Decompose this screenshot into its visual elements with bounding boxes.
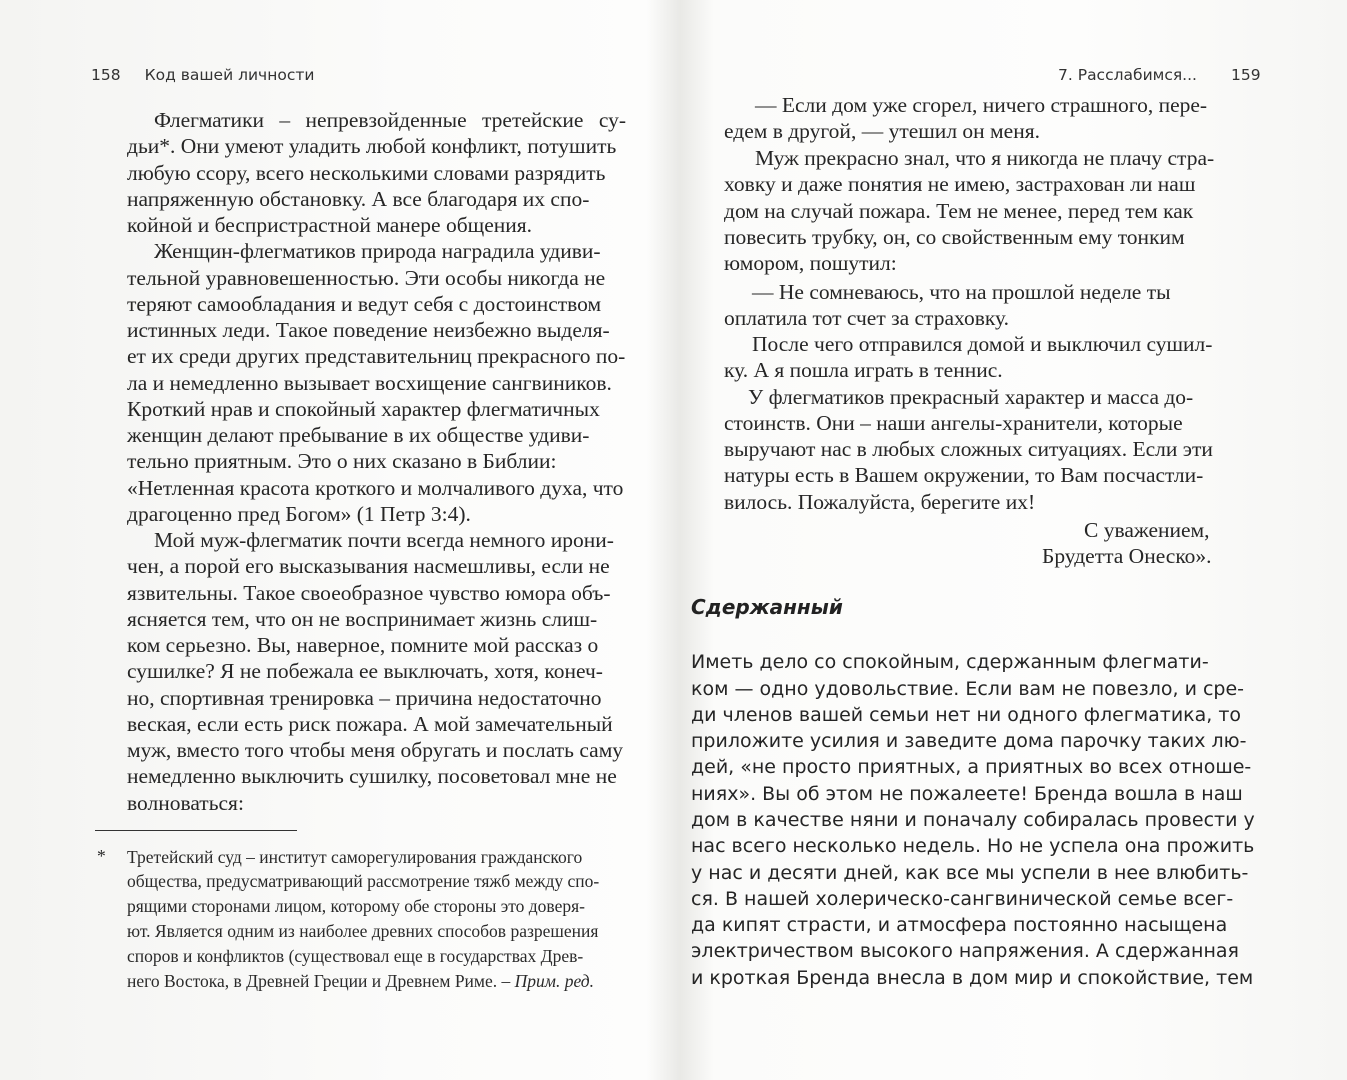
footnote-line-text: него Востока, в Древней Греции и Древнем Риме. – — [127, 971, 511, 991]
section-line: электричеством высокого напряжения. А сдержанная — [691, 940, 1239, 962]
left-running-title: Код вашей личности — [144, 66, 315, 84]
right-body-line: оплатила тот счет за страховку. — [724, 306, 1009, 330]
footnote-line: споров и конфликтов (существовал еще в государствах Древ- — [127, 946, 584, 966]
right-body-line: Муж прекрасно знал, что я никогда не плачу стра- — [755, 146, 1215, 170]
left-body-line: веская, если есть риск пожара. А мой замечательный — [127, 712, 613, 736]
footnote-editor-note: Прим. ред. — [514, 971, 595, 991]
right-body-line: ку. А я пошла играть в теннис. — [724, 358, 1003, 382]
section-line: ниях». Вы об этом не пожалеете! Бренда вошла в наш — [691, 783, 1243, 805]
section-line: Иметь дело со спокойным, сдержанным флегмати- — [691, 651, 1209, 673]
footnote-rule — [95, 830, 297, 831]
footnote-line: Третейский суд – институт саморегулирования гражданского — [127, 847, 583, 867]
left-body-line: любую ссору, всего несколькими словами разрядить — [127, 161, 606, 185]
left-body-line: дьи*. Они умеют уладить любой конфликт, потушить — [127, 134, 617, 158]
left-body-line: Флегматики – непревзойденные третейские су- — [154, 108, 626, 132]
left-body-line: сушилке? Я не побежала ее выключать, хотя, конеч- — [127, 659, 603, 683]
left-body-line: тельной уравновешенностью. Эти особы никогда не — [127, 266, 606, 290]
footnote-mark: * — [97, 846, 106, 866]
left-body-line: женщин делают пребывание в их обществе удиви- — [127, 423, 590, 447]
section-line: ком — одно удовольствие. Если вам не повезло, и сре- — [691, 678, 1245, 700]
left-body-line: немедленно выключить сушилку, посоветовал мне не — [127, 764, 617, 788]
right-body-line: дом на случай пожара. Тем не менее, перед тем как — [724, 199, 1194, 223]
right-body-line: — Если дом уже сгорел, ничего страшного, пере- — [755, 93, 1208, 117]
left-body-line: ком серьезно. Вы, наверное, помните мой рассказ о — [127, 633, 599, 657]
footnote-line: ют. Является одним из наиболее древних способов разрешения — [127, 921, 599, 941]
left-body-line: койной и беспристрастной манере общения. — [127, 213, 533, 237]
section-heading: Сдержанный — [691, 595, 843, 619]
right-body-line: вилось. Пожалуйста, берегите их! — [724, 490, 1036, 514]
right-body-line: едем в другой, — утешил он меня. — [724, 119, 1040, 143]
section-line: ди членов вашей семьи нет ни одного флегматика, то — [691, 704, 1242, 726]
right-running-title: 7. Расслабимся... — [1058, 66, 1197, 84]
left-body-line: ла и немедленно вызывает восхищение сангвиников. — [127, 371, 612, 395]
left-body-line: но, спортивная тренировка – причина недостаточно — [127, 686, 602, 710]
section-line: у нас и десяти дней, как все мы успели в нее влюбить- — [691, 862, 1249, 884]
left-body-line: Мой муж-флегматик почти всегда немного ирони- — [154, 528, 614, 552]
signoff-line: Брудетта Онеско». — [1042, 544, 1212, 568]
section-line: дом в качестве няни и поначалу собиралась провести у — [691, 809, 1255, 831]
left-body-line: ясняется тем, что он не воспринимает жизнь слиш- — [127, 607, 598, 631]
left-body-line: драгоценно пред Богом» (1 Петр 3:4). — [127, 502, 471, 526]
left-body-line: напряженную обстановку. А все благодаря их спо- — [127, 187, 590, 211]
footnote-line — [127, 970, 594, 992]
left-body-line: Кроткий нрав и спокойный характер флегматичных — [127, 397, 600, 421]
left-body-line: ет их среди других представительниц прекрасного по- — [127, 344, 626, 368]
right-body-line: У флегматиков прекрасный характер и масса до- — [748, 385, 1194, 409]
signoff-line: С уважением, — [1084, 518, 1210, 542]
left-body-line: «Нетленная красота кроткого и молчаливого духа, что — [127, 476, 624, 500]
section-line: и кроткая Бренда внесла в дом мир и спокойствие, тем — [691, 967, 1254, 989]
footnote-line: общества, предусматривающий рассмотрение тяжб между спо- — [127, 871, 600, 891]
left-body-line: теряют самообладания и ведут себя с достоинством — [127, 292, 602, 316]
left-body-line: истинных леди. Такое поведение неизбежно выделя- — [127, 318, 610, 342]
right-body-line: ховку и даже понятия не имею, застрахован ли наш — [724, 172, 1196, 196]
left-body-line: муж, вместо того чтобы меня обругать и послать саму — [127, 738, 624, 762]
right-page-number: 159 — [1230, 66, 1261, 84]
section-line: да кипят страсти, и атмосфера постоянно насыщена — [691, 914, 1228, 936]
section-line: приложите усилия и заведите дома парочку таких лю- — [691, 730, 1247, 752]
section-line: нас всего несколько недель. Но не успела она прожить — [691, 835, 1255, 857]
section-line: дей, «не просто приятных, а приятных во всех отноше- — [691, 756, 1252, 778]
right-body-line: После чего отправился домой и выключил сушил- — [752, 332, 1213, 356]
right-body-line: выручают нас в любых сложных ситуациях. Если эти — [724, 437, 1213, 461]
left-body-line: тельно приятным. Это о них сказано в Библии: — [127, 449, 557, 473]
right-body-line: стоинств. Они – наши ангелы-хранители, которые — [724, 411, 1183, 435]
right-body-line: юмором, пошутил: — [724, 251, 897, 275]
footnote-line: рящими сторонами лицом, которому обе стороны это доверя- — [127, 896, 585, 916]
right-body-line: натуры есть в Вашем окружении, то Вам посчастли- — [724, 463, 1204, 487]
left-body-line: Женщин-флегматиков природа наградила удиви- — [154, 239, 601, 263]
right-body-line: повесить трубку, он, со свойственным ему тонким — [724, 225, 1185, 249]
right-body-line: — Не сомневаюсь, что на прошлой неделе ты — [752, 280, 1171, 304]
left-page-number: 158 — [91, 66, 121, 84]
right-page-header — [1058, 66, 1261, 84]
left-body-line: язвительны. Такое своеобразное чувство юмора объ- — [127, 581, 611, 605]
left-body-line: чен, а порой его высказывания насмешливы, если не — [127, 554, 610, 578]
section-line: ся. В нашей холерическо-сангвинической семье всег- — [691, 888, 1234, 910]
left-body-line: волноваться: — [127, 791, 244, 815]
left-page-header — [91, 66, 314, 84]
